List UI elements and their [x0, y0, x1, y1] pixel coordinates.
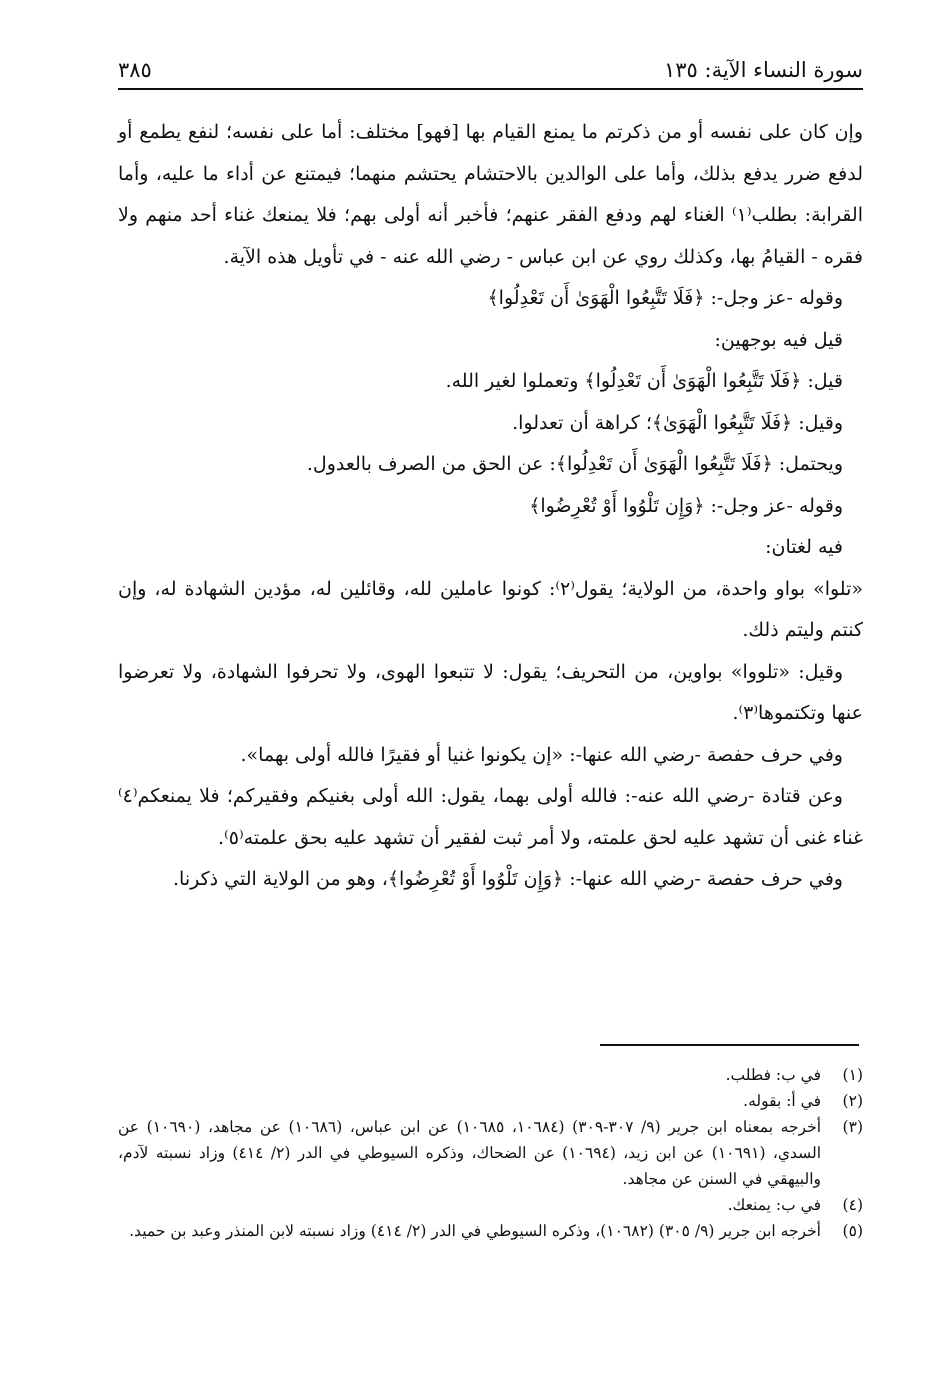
footnote	[118, 1218, 863, 1244]
main-text	[118, 112, 863, 901]
paragraph: وقوله -عز وجل-: ﴿وَإِن تَلْوُوا أَوْ تُعْرِضُوا﴾	[529, 494, 843, 517]
paragraph: فيه لغتان:	[765, 536, 843, 558]
page-number: ٣٨٥	[118, 58, 152, 82]
surah-reference: سورة النساء الآية: ١٣٥	[663, 58, 863, 82]
paragraph: قيل: ﴿فَلَا تَتَّبِعُوا الْهَوَىٰ أَن تَعْدِلُوا﴾ وتعملوا لغير الله.	[445, 370, 843, 392]
paragraph: وإن كان على نفسه أو من ذكرتم ما يمنع القيام بها [فهو] مختلف: أما على نفسه؛ لنفع يطمع أو لدفع ضرر يدفع بذلك، وأما على الوالدين بالاحتشام يحتشم منهما؛ فيمتنع عن أداء ما عليه، وأما القرابة: بطلب⁽١⁾ الغناء لهم ودفع الفقر عنهم؛ فأخبر أنه أولى بهم؛ فلا يمنعك غناء أحد منهم ولا فقره - القيامُ بها، وكذلك روي عن ابن عباس - رضي الله عنه - في تأويل هذه الآية.	[118, 121, 863, 268]
paragraph: «تلوا» بواو واحدة، من الولاية؛ يقول⁽٢⁾: كونوا عاملين لله، وقائلين له، مؤدين الشهادة له، وإن كنتم وليتم ذلك.	[118, 577, 863, 641]
paragraph: ويحتمل: ﴿فَلَا تَتَّبِعُوا الْهَوَىٰ أَن تَعْدِلُوا﴾: عن الحق من الصرف بالعدول.	[306, 453, 843, 475]
paragraph: وقوله -عز وجل-: ﴿فَلَا تَتَّبِعُوا الْهَوَىٰ أَن تَعْدِلُوا﴾	[487, 287, 843, 309]
footnote-number: (٤)	[842, 1196, 863, 1214]
footnotes	[118, 1062, 863, 1244]
paragraph: وفي حرف حفصة -رضي الله عنها-: ﴿وَإِن تَلْوُوا أَوْ تُعْرِضُوا﴾، وهو من الولاية التي ذكرنا.	[172, 868, 843, 890]
paragraph: وقيل: ﴿فَلَا تَتَّبِعُوا الْهَوَىٰ﴾؛ كراهة أن تعدلوا.	[512, 411, 843, 434]
footnote-number: (٥)	[842, 1222, 863, 1240]
footnote	[118, 1114, 863, 1192]
footnote-number: (١)	[842, 1066, 863, 1084]
paragraph: وعن قتادة -رضي الله عنه-: فالله أولى بهما، يقول: الله أولى بغنيكم وفقيركم؛ فلا يمنعكم⁽٤⁾ غناء غنى أن تشهد عليه لحق علمته، ولا أمر ثبت لفقير أن تشهد عليه بحق علمته⁽٥⁾.	[118, 785, 863, 849]
footnote-text: أخرجه ابن جرير (٩/ ٣٠٥) (١٠٦٨٢)، وذكره السيوطي في الدر (٢/ ٤١٤) وزاد نسبته لابن المنذر وعبد بن حميد.	[129, 1222, 821, 1240]
paragraph: وفي حرف حفصة -رضي الله عنها-: «إن يكونوا غنيا أو فقيرًا فالله أولى بهما».	[240, 743, 843, 766]
footnote	[118, 1192, 863, 1218]
footnote-text: في ب: يمنعك.	[727, 1196, 821, 1214]
footnote-number: (٣)	[842, 1118, 863, 1136]
footnote-text: أخرجه بمعناه ابن جرير (٩/ ٣٠٧-٣٠٩) (١٠٦٨٤، ١٠٦٨٥) عن ابن عباس، (١٠٦٨٦) عن مجاهد، (١٠٦٩٠) عن السدي، (١٠٦٩١) عن ابن زيد، (١٠٦٩٤) عن الضحاك، وذكره السيوطي في الدر (٢/ ٤١٤) وزاد نسبته لآدم، والبيهقي في السنن عن مجاهد.	[118, 1118, 822, 1188]
footnote-text: في ب: فطلب.	[725, 1066, 821, 1084]
footnote	[118, 1088, 863, 1114]
running-header	[118, 50, 863, 90]
paragraph: قيل فيه بوجهين:	[714, 328, 843, 351]
footnote-number: (٢)	[842, 1092, 863, 1110]
footnote	[118, 1062, 863, 1088]
footnote-separator	[600, 1044, 859, 1046]
paragraph: وقيل: «تلووا» بواوين، من التحريف؛ يقول: لا تتبعوا الهوى، ولا تحرفوا الشهادة، ولا تعرضوا عنها وتكتموها⁽٣⁾.	[118, 660, 863, 724]
footnote-text: في أ: بقوله.	[743, 1092, 821, 1110]
